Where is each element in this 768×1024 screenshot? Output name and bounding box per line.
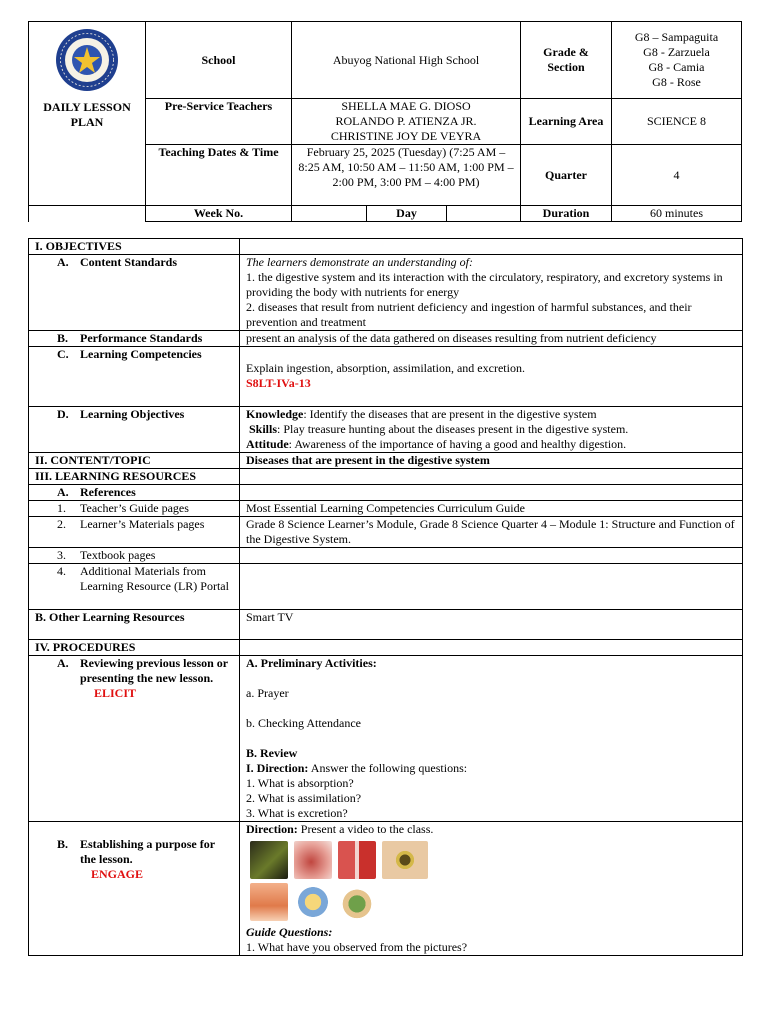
item-title: Additional Materials from Learning Resource (LR) Portal — [80, 564, 229, 593]
section-item: G8 - Camia — [648, 60, 705, 74]
content-item: 1. the digestive system and its interaction with the circulatory, respiratory, and excretory systems in providing the body with nutrients for energy — [246, 270, 723, 299]
competency-text: Explain ingestion, absorption, assimilation, and excretion. — [246, 361, 525, 375]
parasite-image — [250, 841, 288, 879]
empty-cell — [240, 485, 743, 501]
knowledge-line — [246, 407, 736, 422]
competency-code: S8LT-IVa-13 — [246, 376, 311, 390]
engage-tag: ENGAGE — [91, 867, 144, 881]
picture-row-1 — [250, 841, 736, 879]
direction-text: Answer the following questions: — [308, 761, 468, 775]
resource-label — [29, 548, 240, 564]
skills-text: : Play treasure hunting about the diseases present in the digestive system. — [277, 422, 629, 436]
resource-value: Grade 8 Science Learner’s Module, Grade 8 Science Quarter 4 – Module 1: Structure and Function of the Digestive System. — [240, 517, 743, 548]
item-title: Learner’s Materials pages — [80, 517, 205, 531]
learning-competencies-label — [29, 347, 240, 407]
attitude-line — [246, 437, 736, 452]
item-title: Teacher’s Guide pages — [80, 501, 189, 515]
item-letter: D. — [57, 407, 69, 421]
item-letter: A. — [57, 656, 69, 670]
item-title: Reviewing previous lesson or presenting the new lesson. — [80, 656, 228, 685]
item-title: References — [80, 485, 136, 499]
learning-area-label: Learning Area — [521, 99, 612, 145]
item-number: 3. — [57, 548, 66, 562]
performance-standards-label — [29, 331, 240, 347]
resource-value: Most Essential Learning Competencies Curriculum Guide — [240, 501, 743, 517]
guide-title: Guide Questions: — [246, 925, 333, 939]
section-item: G8 - Rose — [652, 75, 701, 89]
day-label: Day — [367, 206, 447, 222]
empty-cell — [240, 469, 743, 485]
knowledge-text: : Identify the diseases that are present in the digestive system — [303, 407, 597, 421]
procedures-heading: IV. PROCEDURES — [29, 640, 240, 656]
skills-label: Skills — [249, 422, 278, 436]
blank-cell — [29, 206, 146, 222]
content-standards-value — [240, 255, 743, 331]
resources-heading: III. LEARNING RESOURCES — [29, 469, 240, 485]
procedure-b-label — [29, 822, 240, 956]
learning-area-value: SCIENCE 8 — [612, 99, 742, 145]
item-number: 1. — [57, 501, 66, 515]
teacher-name: SHELLA MAE G. DIOSO — [341, 99, 471, 113]
section-item: G8 – Sampaguita — [634, 30, 719, 44]
other-resources-label: B. Other Learning Resources — [29, 610, 240, 640]
item-letter: A. — [57, 485, 69, 499]
item-letter: C. — [57, 347, 69, 361]
jaundice-eye-image — [382, 841, 428, 879]
school-value: Abuyog National High School — [292, 22, 521, 99]
item-title: Performance Standards — [80, 331, 203, 345]
item-letter: B. — [57, 837, 69, 851]
teacher-name: ROLANDO P. ATIENZA JR. — [335, 114, 477, 128]
teachers-label: Pre-Service Teachers — [146, 99, 292, 145]
attitude-label: Attitude — [246, 437, 289, 451]
knowledge-label: Knowledge — [246, 407, 304, 421]
item-title: Establishing a purpose for the lesson. — [80, 837, 215, 866]
stomach-image — [294, 841, 332, 879]
grade-section-label: Grade & Section — [521, 22, 612, 99]
colon-image — [338, 841, 376, 879]
teacher-name: CHRISTINE JOY DE VEYRA — [330, 129, 482, 143]
item-letter: A. — [57, 255, 69, 269]
content-topic-heading: II. CONTENT/TOPIC — [29, 453, 240, 469]
duration-label: Duration — [521, 206, 612, 222]
dates-value: February 25, 2025 (Tuesday) (7:25 AM – 8:25 AM, 10:50 AM – 11:50 AM, 1:00 PM – 2:00 PM, 3:00 PM – 4:00 PM) — [292, 145, 521, 206]
review-title: B. Review — [246, 746, 298, 760]
week-label: Week No. — [146, 206, 292, 222]
procedure-a-value — [240, 656, 743, 822]
quarter-label: Quarter — [521, 145, 612, 206]
content-standards-label — [29, 255, 240, 331]
item-title: Content Standards — [80, 255, 178, 269]
content-item: 2. diseases that result from nutrient deficiency and ingestion of harmful substances, and their prevention and treatment — [246, 300, 692, 329]
section-item: G8 - Zarzuela — [643, 45, 710, 59]
content-intro: The learners demonstrate an understanding of: — [246, 255, 473, 269]
elicit-tag: ELICIT — [94, 686, 137, 700]
item-number: 4. — [57, 564, 66, 578]
learning-competencies-value — [240, 347, 743, 407]
attendance-item: b. Checking Attendance — [246, 716, 361, 730]
attitude-text: : Awareness of the importance of having a good and healthy digestion. — [288, 437, 627, 451]
question-item: 2. What is assimilation? — [246, 791, 362, 805]
item-number: 2. — [57, 517, 66, 531]
sections-cell — [612, 22, 742, 99]
sick-cartoon-image — [338, 883, 376, 921]
learning-objectives-label — [29, 407, 240, 453]
video-text: Present a video to the class. — [297, 822, 434, 836]
school-label: School — [146, 22, 292, 99]
picture-row-2 — [250, 883, 736, 921]
direction-line — [246, 761, 736, 776]
question-item: 3. What is excretion? — [246, 806, 348, 820]
toilet-cartoon-image — [294, 883, 332, 921]
content-topic-value: Diseases that are present in the digestive system — [240, 453, 743, 469]
resource-label — [29, 517, 240, 548]
empty-cell — [240, 640, 743, 656]
empty-cell — [240, 239, 743, 255]
dates-label: Teaching Dates & Time — [146, 145, 292, 206]
header-table — [28, 21, 742, 222]
prayer-item: a. Prayer — [246, 686, 289, 700]
question-item: 1. What is absorption? — [246, 776, 354, 790]
procedure-b-value — [240, 822, 743, 956]
quarter-value: 4 — [612, 145, 742, 206]
video-direction — [246, 822, 736, 837]
other-resources-value: Smart TV — [240, 610, 743, 640]
skills-line — [246, 422, 736, 437]
week-value — [292, 206, 367, 222]
duration-value: 60 minutes — [612, 206, 742, 222]
performance-standards-value: present an analysis of the data gathered on diseases resulting from nutrient deficiency — [240, 331, 743, 347]
video-label: Direction: — [246, 822, 298, 836]
deped-seal-icon — [55, 28, 119, 92]
item-title: Learning Competencies — [80, 347, 202, 361]
references-label — [29, 485, 240, 501]
objectives-heading: I. OBJECTIVES — [29, 239, 240, 255]
day-value — [447, 206, 521, 222]
guide-question: 1. What have you observed from the pictures? — [246, 940, 468, 954]
doc-title: DAILY LESSON PLAN — [43, 100, 131, 129]
lesson-table — [28, 238, 743, 956]
procedure-a-label — [29, 656, 240, 822]
direction-label: I. Direction: — [246, 761, 309, 775]
learning-objectives-value — [240, 407, 743, 453]
teachers-cell — [292, 99, 521, 145]
prelim-title: A. Preliminary Activities: — [246, 656, 377, 670]
resource-label — [29, 564, 240, 610]
resource-value — [240, 548, 743, 564]
item-title: Learning Objectives — [80, 407, 185, 421]
resource-label — [29, 501, 240, 517]
item-letter: B. — [57, 331, 69, 345]
resource-value — [240, 564, 743, 610]
title-cell — [29, 22, 146, 206]
item-title: Textbook pages — [80, 548, 156, 562]
abdomen-image — [250, 883, 288, 921]
